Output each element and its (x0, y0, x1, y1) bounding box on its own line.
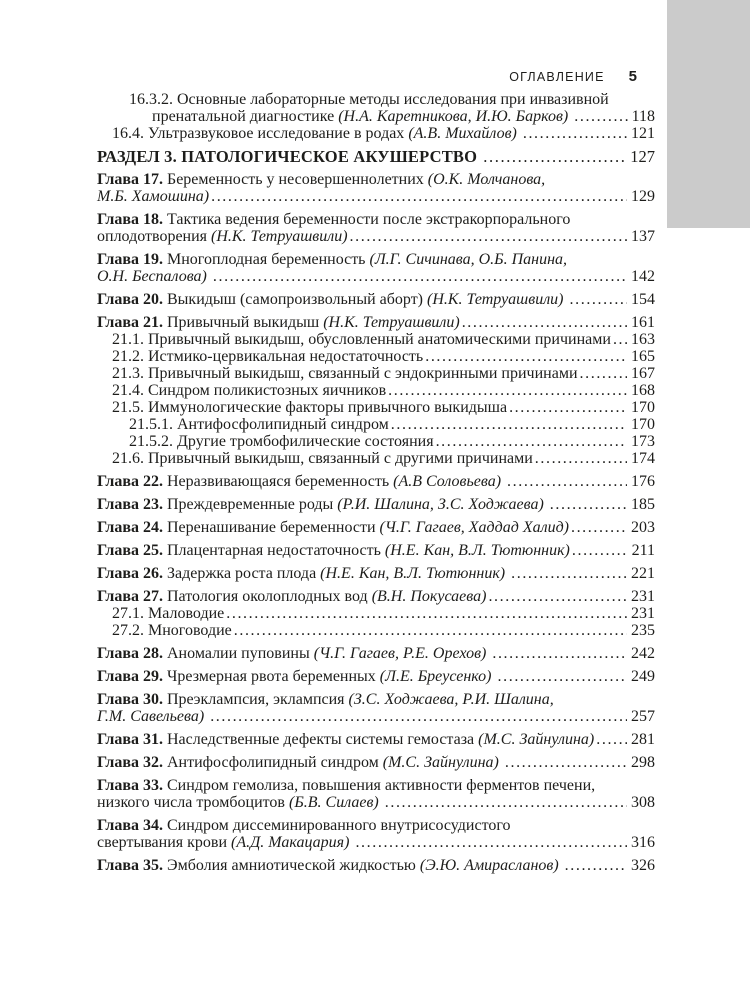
toc-entry (97, 754, 655, 771)
toc-entry (97, 211, 655, 245)
toc-page-ref: 326 (631, 857, 655, 874)
toc-entry-text: Глава 27. Патология околоплодных вод (В.Н. Покусаева) (97, 588, 487, 605)
toc-line (97, 171, 655, 188)
toc-line (97, 365, 655, 382)
toc-page-ref: 308 (631, 794, 655, 811)
toc-line (97, 605, 655, 622)
toc-entry (97, 91, 655, 125)
toc-line (97, 148, 655, 165)
toc-entry (97, 251, 655, 285)
toc-entry-text: М.Б. Хамошина) (97, 188, 210, 205)
dot-leader (226, 605, 627, 622)
dot-leader (574, 108, 627, 125)
dot-leader (572, 542, 628, 559)
dot-leader (488, 588, 627, 605)
toc-entry (97, 668, 655, 685)
toc-line (97, 473, 655, 490)
toc-page-ref: 161 (631, 314, 655, 331)
toc-line (97, 496, 655, 513)
toc-entry-text: Глава 26. Задержка роста плода (Н.Е. Кан, В.Л. Тютюнник) (97, 565, 506, 582)
toc-entry-text: Глава 29. Чрезмерная рвота беременных (Л.Е. Бреусенко) (97, 668, 492, 685)
toc-line (97, 777, 655, 794)
toc-page-ref: 137 (631, 228, 655, 245)
toc-entry (97, 588, 655, 605)
toc-page-ref: 316 (631, 834, 655, 851)
toc-line (97, 91, 655, 108)
toc-page-ref: 249 (631, 668, 655, 685)
dot-leader (535, 450, 627, 467)
toc-page-ref: 185 (631, 496, 655, 513)
toc-line (97, 291, 655, 308)
dot-leader (213, 268, 627, 285)
dot-leader (505, 754, 627, 771)
dot-leader (498, 668, 627, 685)
dot-leader (507, 473, 627, 490)
toc-entry (97, 125, 655, 142)
toc-entry (97, 777, 655, 811)
toc-line (97, 668, 655, 685)
toc-entry-text: Глава 22. Неразвивающаяся беременность (А.В Соловьева) (97, 473, 502, 490)
toc-entry (97, 382, 655, 399)
toc-page-ref: 176 (631, 473, 655, 490)
toc-entry-text: пренатальной диагностике (Н.А. Каретникова, И.Ю. Барков) (152, 108, 569, 125)
toc-entry-text: 21.5. Иммунологические факторы привычного выкидыша (112, 399, 508, 416)
toc-line (97, 314, 655, 331)
toc-line (97, 542, 655, 559)
toc-entry (97, 605, 655, 622)
dot-leader (234, 622, 627, 639)
dot-leader (462, 314, 627, 331)
toc-line (97, 588, 655, 605)
toc-page-ref: 165 (631, 348, 655, 365)
toc-line (97, 348, 655, 365)
toc-page-ref: 163 (631, 331, 655, 348)
toc-page-ref: 129 (631, 188, 655, 205)
toc-entry-text: Глава 20. Выкидыш (самопроизвольный аборт) (Н.К. Тетруашвили) (97, 291, 564, 308)
toc-page-ref: 173 (631, 433, 655, 450)
toc-entry (97, 365, 655, 382)
toc-entry (97, 399, 655, 416)
toc-line (97, 645, 655, 662)
dot-leader (492, 645, 627, 662)
toc-entry-text: Глава 30. Преэклампсия, эклампсия (З.С. Ходжаева, Р.И. Шалина, (97, 691, 554, 708)
toc-entry-text: 21.5.2. Другие тромбофилические состояния (129, 433, 434, 450)
toc-page-ref: 118 (631, 108, 655, 125)
toc-entry (97, 542, 655, 559)
toc-entry-text: Глава 23. Преждевременные роды (Р.И. Шалина, З.С. Ходжаева) (97, 496, 544, 513)
toc-line (97, 188, 655, 205)
toc-page-ref: 242 (631, 645, 655, 662)
page-title: ОГЛАВЛЕНИЕ (509, 70, 605, 84)
toc-entry-text: 21.6. Привычный выкидыш, связанный с другими причинами (112, 450, 533, 467)
toc-entry-text: 27.1. Маловодие (112, 605, 225, 622)
dot-leader (596, 731, 627, 748)
dot-leader (388, 382, 627, 399)
toc-page-ref: 170 (631, 399, 655, 416)
page-number: 5 (628, 68, 637, 85)
toc-line (97, 228, 655, 245)
toc-entry-text: 21.5.1. Антифосфолипидный синдром (129, 416, 389, 433)
toc-line (97, 622, 655, 639)
section-edge-tab (667, 0, 750, 228)
toc-entry-text: свертывания крови (А.Д. Макацария) (97, 834, 350, 851)
toc-page-ref: 281 (631, 731, 655, 748)
toc-entry-text: 21.3. Привычный выкидыш, связанный с эндокринными причинами (112, 365, 578, 382)
toc-line (97, 450, 655, 467)
toc-line (97, 251, 655, 268)
toc-entry (97, 148, 655, 165)
toc-line (97, 834, 655, 851)
toc-entry (97, 473, 655, 490)
toc-page-ref: 231 (631, 605, 655, 622)
toc-line (97, 565, 655, 582)
toc-entry (97, 348, 655, 365)
toc-line (97, 691, 655, 708)
toc-page-ref: 235 (631, 622, 655, 639)
dot-leader (613, 331, 627, 348)
toc-line (97, 211, 655, 228)
dot-leader (350, 228, 627, 245)
dot-leader (550, 496, 627, 513)
toc-entry-text: 21.4. Синдром поликистозных яичников (112, 382, 387, 399)
dot-leader (385, 794, 627, 811)
toc-entry (97, 450, 655, 467)
dot-leader (391, 416, 627, 433)
toc-entry-text: Глава 31. Наследственные дефекты системы гемостаза (М.С. Зайнулина) (97, 731, 595, 748)
toc-line (97, 268, 655, 285)
toc-page-ref: 211 (631, 542, 655, 559)
toc-entry-text: 21.1. Привычный выкидыш, обусловленный анатомическими причинами (112, 331, 611, 348)
toc-entry-text: Глава 21. Привычный выкидыш (Н.К. Тетруашвили) (97, 314, 460, 331)
toc-entry-text: Глава 18. Тактика ведения беременности после экстракорпорального (97, 211, 571, 228)
toc-entry (97, 731, 655, 748)
toc-entry (97, 691, 655, 725)
toc-line (97, 794, 655, 811)
toc-entry (97, 857, 655, 874)
toc-entry (97, 519, 655, 536)
dot-leader (511, 565, 627, 582)
dot-leader (483, 148, 626, 165)
toc-line (97, 708, 655, 725)
toc-line (97, 416, 655, 433)
dot-leader (210, 708, 627, 725)
toc-line (97, 433, 655, 450)
toc-entry-text: Глава 32. Антифосфолипидный синдром (М.С. Зайнулина) (97, 754, 499, 771)
toc-entry-text: низкого числа тромбоцитов (Б.В. Силаев) (97, 794, 379, 811)
dot-leader (571, 519, 627, 536)
toc-entry-text: Глава 25. Плацентарная недостаточность (Н.Е. Кан, В.Л. Тютюнник) (97, 542, 570, 559)
toc-line (97, 125, 655, 142)
toc-entry-text: 21.2. Истмико-цервикальная недостаточность (112, 348, 424, 365)
toc-line (97, 331, 655, 348)
toc-entry-text: 27.2. Многоводие (112, 622, 232, 639)
toc-entry (97, 291, 655, 308)
toc-page-ref: 142 (631, 268, 655, 285)
toc-page-ref: 127 (630, 147, 655, 166)
toc-entry-text: Глава 35. Эмболия амниотической жидкостью (Э.Ю. Амирасланов) (97, 857, 559, 874)
dot-leader (211, 188, 627, 205)
dot-leader (580, 365, 627, 382)
toc-entry (97, 433, 655, 450)
toc-entry (97, 416, 655, 433)
toc-page-ref: 221 (631, 565, 655, 582)
dot-leader (570, 291, 627, 308)
toc-page-ref: 121 (631, 125, 655, 142)
toc-entry-text: Глава 33. Синдром гемолиза, повышения активности ферментов печени, (97, 777, 596, 794)
toc-entry-text: Глава 24. Перенашивание беременности (Ч.Г. Гагаев, Хаддад Халид) (97, 519, 569, 536)
toc-line (97, 399, 655, 416)
toc-entry-text: Глава 34. Синдром диссеминированного внутрисосудистого (97, 817, 511, 834)
toc-page-ref: 174 (631, 450, 655, 467)
toc-line (97, 754, 655, 771)
toc-line (97, 108, 655, 125)
toc-entry-text: Г.М. Савельева) (97, 708, 205, 725)
toc-entry (97, 496, 655, 513)
dot-leader (425, 348, 627, 365)
toc-entry-text: Глава 17. Беременность у несовершеннолетних (О.К. Молчанова, (97, 171, 546, 188)
toc-entry (97, 171, 655, 205)
toc-page-ref: 154 (631, 291, 655, 308)
dot-leader (436, 433, 627, 450)
toc-page-ref: 203 (631, 519, 655, 536)
toc-page-ref: 170 (631, 416, 655, 433)
toc-page-ref: 231 (631, 588, 655, 605)
toc-page-ref: 168 (631, 382, 655, 399)
toc-line (97, 857, 655, 874)
toc-list (97, 91, 655, 874)
toc-entry-text: РАЗДЕЛ 3. ПАТОЛОГИЧЕСКОЕ АКУШЕРСТВО (97, 147, 478, 166)
toc-entry-text: 16.4. Ультразвуковое исследование в родах (А.В. Михайлов) (112, 125, 517, 142)
running-head (97, 68, 655, 85)
toc-page-ref: 257 (631, 708, 655, 725)
toc-entry (97, 565, 655, 582)
toc-entry (97, 622, 655, 639)
dot-leader (565, 857, 627, 874)
toc-line (97, 519, 655, 536)
toc-entry (97, 645, 655, 662)
toc-entry (97, 314, 655, 331)
toc-entry-text: оплодотворения (Н.К. Тетруашвили) (97, 228, 348, 245)
dot-leader (355, 834, 627, 851)
dot-leader (523, 125, 627, 142)
toc-entry-text: Глава 28. Аномалии пуповины (Ч.Г. Гагаев, Р.Е. Орехов) (97, 645, 487, 662)
dot-leader (509, 399, 627, 416)
toc-line (97, 382, 655, 399)
toc-line (97, 817, 655, 834)
toc-entry-text: О.Н. Беспалова) (97, 268, 207, 285)
toc-page-ref: 298 (631, 754, 655, 771)
toc-entry-text: 16.3.2. Основные лабораторные методы исследования при инвазивной (129, 91, 609, 108)
toc-entry (97, 817, 655, 851)
toc-entry-text: Глава 19. Многоплодная беременность (Л.Г. Сичинава, О.Б. Панина, (97, 251, 568, 268)
toc-entry (97, 331, 655, 348)
toc-line (97, 731, 655, 748)
toc-page-ref: 167 (631, 365, 655, 382)
